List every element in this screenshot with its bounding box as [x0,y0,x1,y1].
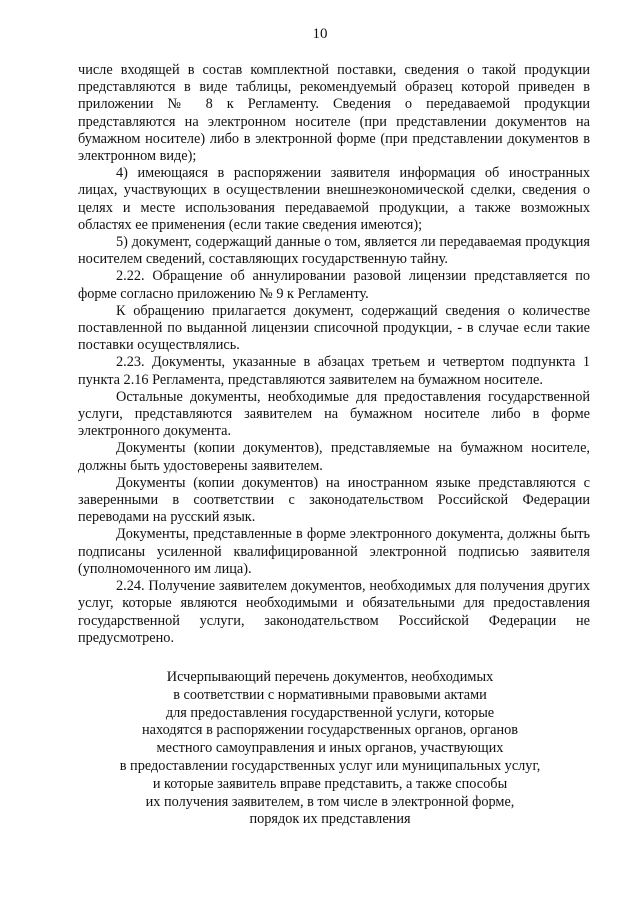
paragraph: Документы, представленные в форме электронного документа, должны быть подписаны усиленной квалифицированной электронной подписью заявителя (уполномоченного им лица). [78,526,590,577]
heading-line: для предоставления государственной услуги, которые [165,704,495,721]
paragraph: К обращению прилагается документ, содержащий сведения о количестве поставленной по выданной лицензии списочной продукции, - в случае если такие поставки осуществлялись. [78,302,590,354]
section-heading [70,669,590,829]
body-text [78,62,590,647]
heading-line: в предоставлении государственных услуг или муниципальных услуг, [119,757,541,774]
paragraph: Документы (копии документов), представляемые на бумажном носителе, должны быть удостоверены заявителем. [78,440,590,474]
heading-line: Исчерпывающий перечень документов, необходимых [166,669,494,685]
paragraph: 2.23. Документы, указанные в абзацах третьем и четвертом подпункта 1 пункта 2.16 Регламента, представляются заявителем на бумажном носителе. [78,354,590,388]
paragraph: 2.22. Обращение об аннулировании разовой лицензии представляется по форме согласно приложению № 9 к Регламенту. [78,268,590,302]
heading-line: местного самоуправления и иных органов, участвующих [156,740,504,757]
heading-line: порядок их представления [249,811,411,828]
heading-line: в соответствии с нормативными правовыми актами [173,686,487,703]
paragraph: числе входящей в состав комплектной поставки, сведения о такой продукции представляются в виде таблицы, рекомендуемый образец которой приведен в приложении № 8 к Регламенту. Сведения о передаваемой продукции представляются на электронном носителе (при представлении документов на бумажном носителе) либо в электронной форме (при представлении документов в электронном виде); [78,62,590,165]
heading-line: и которые заявитель вправе представить, а также способы [152,775,508,792]
paragraph: Документы (копии документов) на иностранном языке представляются с заверенными в соответствии с законодательством Российской Федерации переводами на русский язык. [78,474,590,526]
paragraph: 2.24. Получение заявителем документов, необходимых для получения других услуг, которые являются необходимыми и обязательными для предоставления государственной услуги, законодательством Российской Федерации не предусмотрено. [78,578,590,646]
heading-line: их получения заявителем, в том числе в электронной форме, [145,793,515,810]
heading-line: находятся в распоряжении государственных органов, органов [141,722,519,739]
page-number: 10 [312,26,328,42]
paragraph: 5) документ, содержащий данные о том, является ли передаваемая продукция носителем сведений, составляющих государственную тайну. [78,234,590,268]
paragraph: Остальные документы, необходимые для предоставления государственной услуги, представляются заявителем на бумажном носителе либо в форме электронного документа. [78,388,590,440]
paragraph: 4) имеющаяся в распоряжении заявителя информация об иностранных лицах, участвующих в осуществлении внешнеэкономической сделки, сведения о целях и месте использования передаваемой продукции, а также возможных областях ее применения (если такие сведения имеются); [78,165,590,233]
